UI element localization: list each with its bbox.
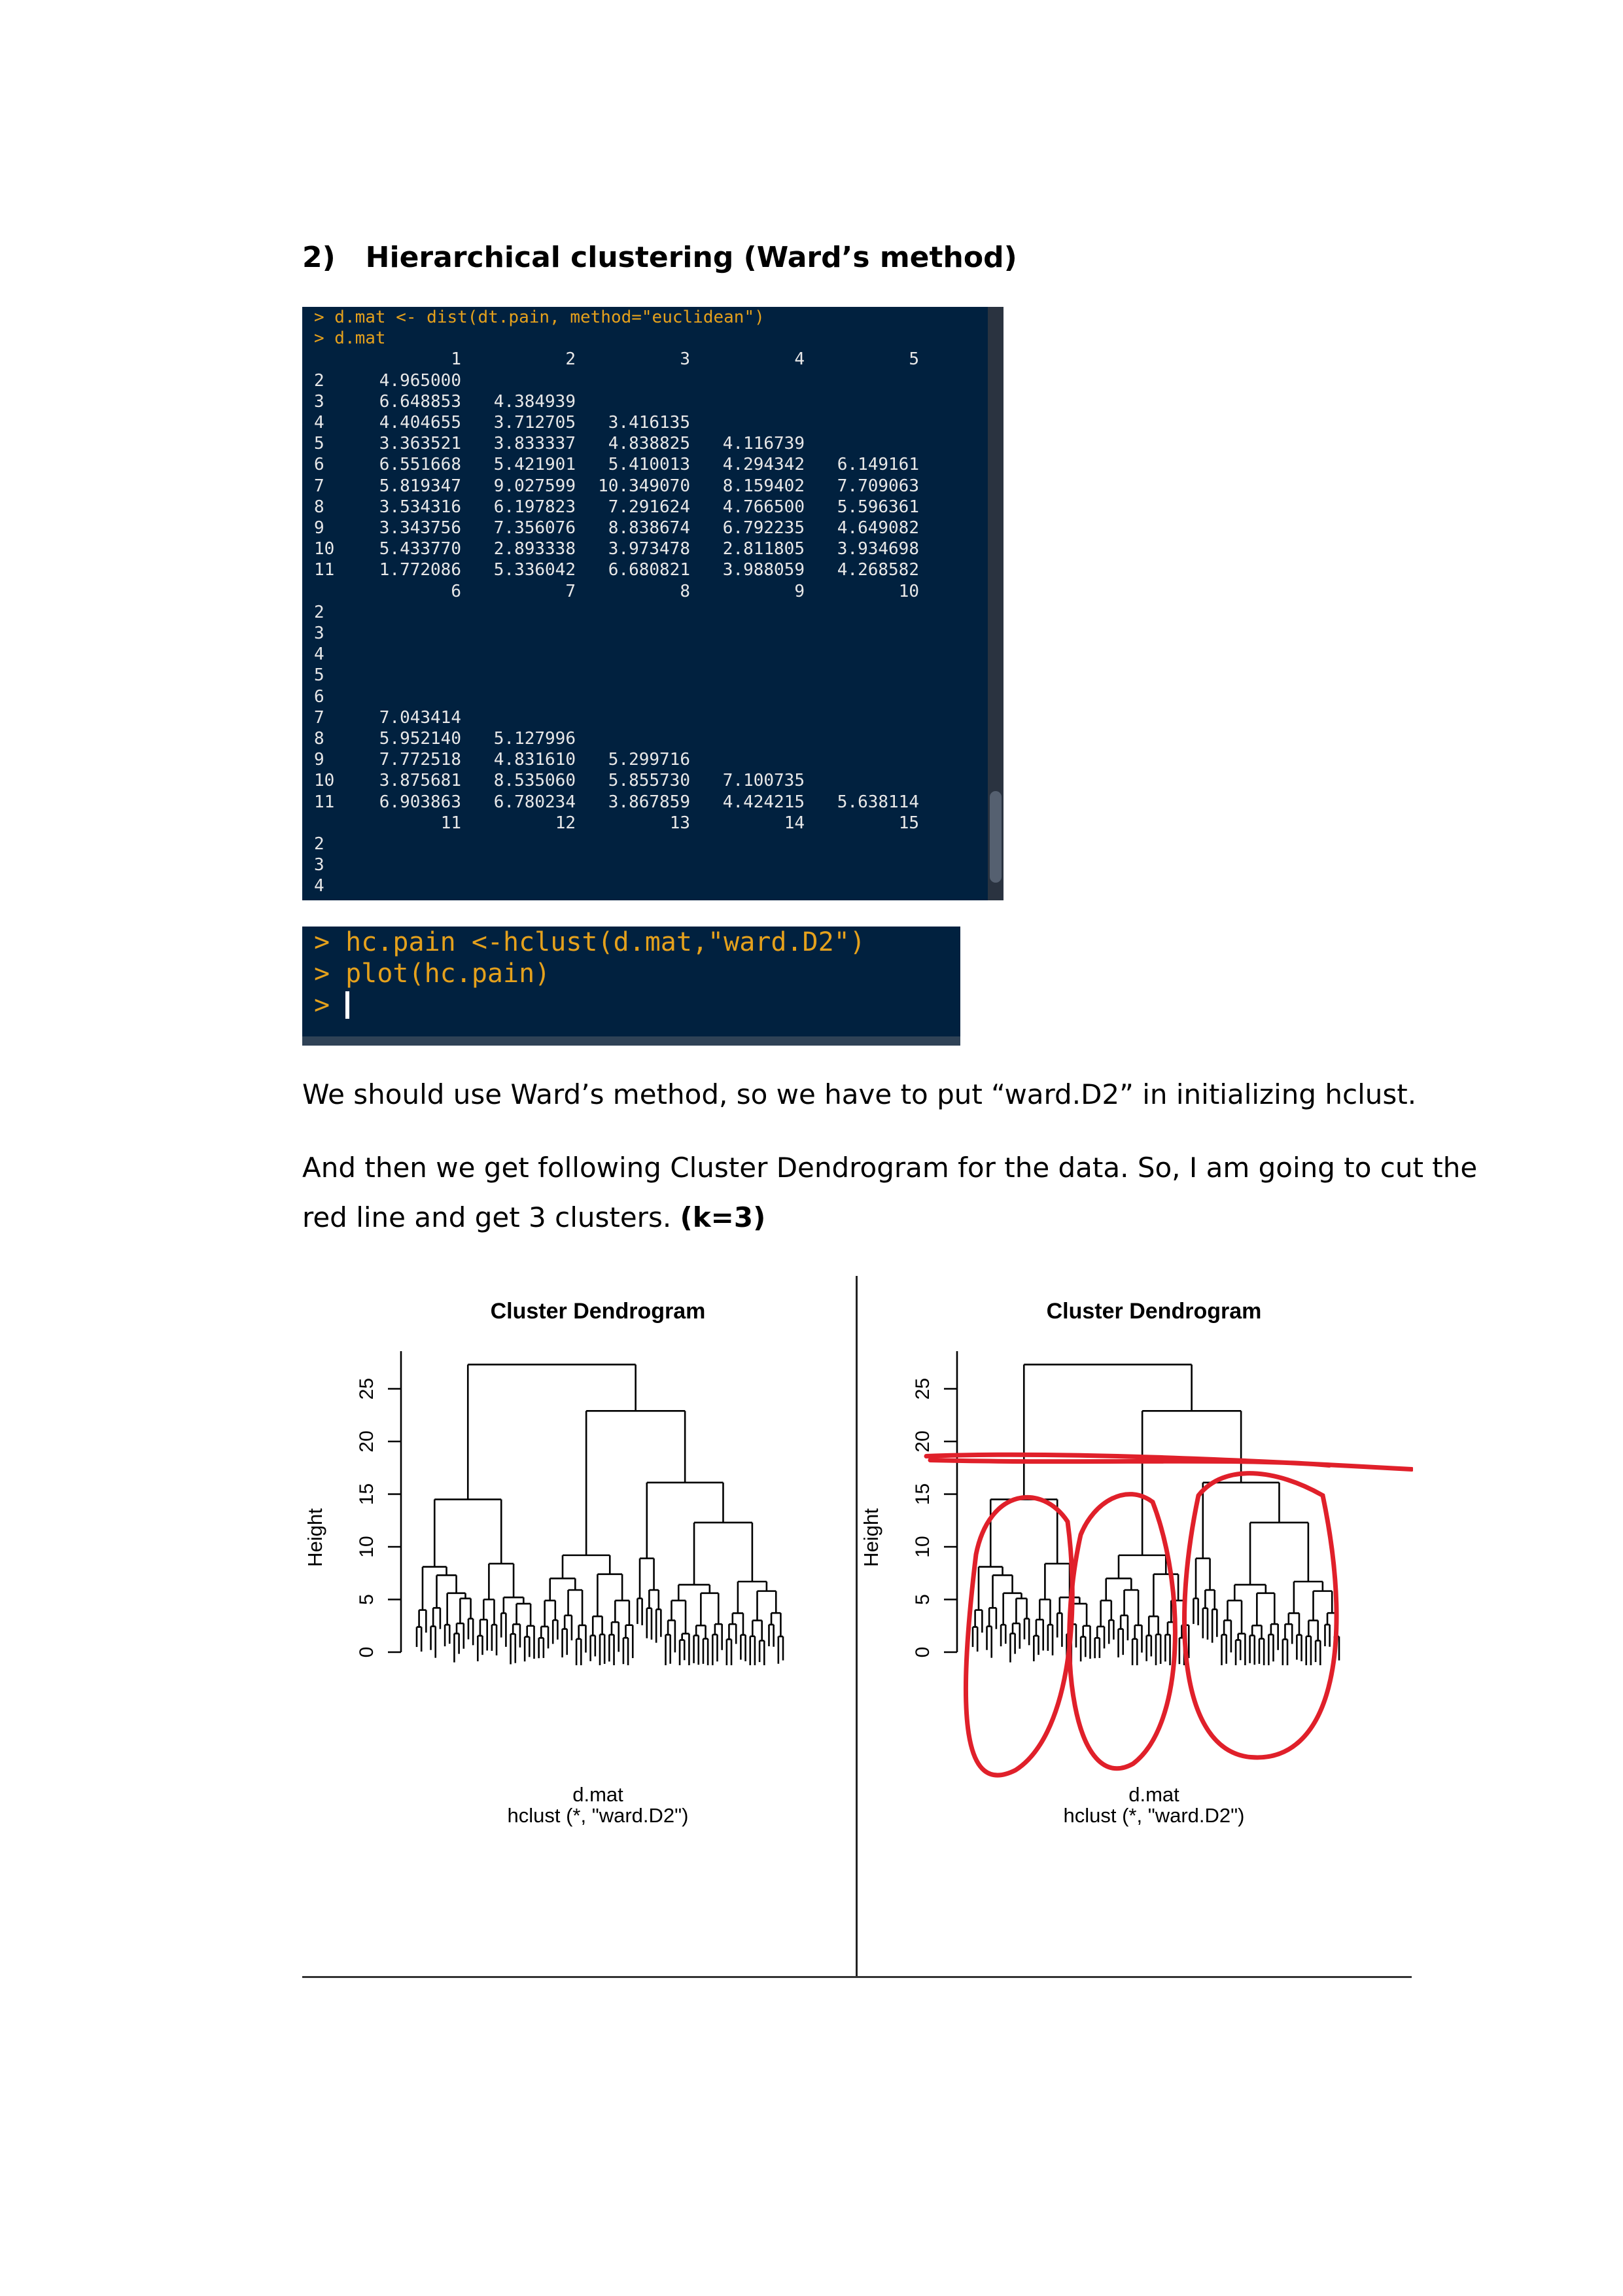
distance-value: [805, 623, 919, 644]
matrix-row: [314, 433, 1003, 454]
distance-value: [805, 644, 919, 665]
matrix-column-header: [314, 813, 1003, 834]
distance-value: 1.772086: [379, 560, 461, 580]
red-cut-line: [926, 1455, 1412, 1469]
distance-value: [805, 686, 919, 707]
y-tick-label: 10: [356, 1536, 377, 1558]
distance-value: 5.952140: [379, 729, 461, 749]
column-label: 1: [451, 349, 461, 370]
console-lines: [302, 307, 1003, 897]
chart-title: Cluster Dendrogram: [1046, 1299, 1262, 1324]
distance-value: [347, 855, 461, 875]
console-scrollbar-thumb[interactable]: [990, 791, 1002, 883]
y-tick-label: 25: [912, 1377, 934, 1400]
row-label: 5: [314, 665, 324, 686]
k-value: (k=3): [680, 1201, 766, 1233]
distance-value: [805, 433, 919, 454]
row-label: 4: [314, 645, 324, 665]
matrix-row: [314, 686, 1003, 707]
section-heading: 2) Hierarchical clustering (Ward’s method): [302, 241, 1017, 274]
console-command: > d.mat <- dist(dt.pain, method="euclidean"): [314, 308, 765, 327]
distance-value: [461, 370, 576, 391]
distance-value: 6.648853: [379, 391, 461, 412]
distance-value: [576, 370, 690, 391]
distance-value: 5.421901: [493, 455, 576, 475]
distance-value: [576, 602, 690, 623]
distance-value: [576, 834, 690, 855]
column-label: 10: [898, 581, 919, 601]
matrix-row: [314, 476, 1003, 497]
distance-value: [690, 728, 805, 749]
distance-value: 4.831610: [493, 750, 576, 770]
distance-value: [805, 602, 919, 623]
distance-value: [576, 707, 690, 728]
matrix-row: [314, 665, 1003, 686]
distance-value: 8.535060: [493, 771, 576, 791]
y-tick-label: 15: [912, 1483, 934, 1506]
dendrogram-plot-left: [302, 1279, 857, 1978]
distance-value: 3.712705: [493, 413, 576, 433]
y-tick-label: 15: [356, 1483, 377, 1506]
row-label: 6: [314, 686, 324, 707]
column-label: 3: [680, 349, 690, 370]
distance-value: 6.903863: [379, 792, 461, 812]
prompt-symbol: >: [314, 990, 346, 1020]
dendrogram-svg-left: [302, 1279, 857, 1978]
distance-value: [690, 370, 805, 391]
console-prompt[interactable]: [314, 989, 960, 1021]
matrix-row: [314, 539, 1003, 559]
distance-value: [576, 728, 690, 749]
row-label: 10: [314, 539, 335, 559]
distance-value: 10.349070: [598, 476, 690, 496]
distance-value: 2.893338: [493, 539, 576, 559]
row-label: 4: [314, 413, 324, 433]
distance-value: 3.934698: [837, 539, 919, 559]
distance-value: [805, 770, 919, 791]
distance-value: [576, 665, 690, 686]
distance-value: [805, 749, 919, 770]
y-tick-label: 20: [912, 1430, 934, 1453]
paragraph-text: red line and get 3 clusters.: [302, 1201, 680, 1233]
distance-value: 3.833337: [493, 434, 576, 454]
x-axis-label: d.mat: [1128, 1783, 1179, 1806]
matrix-row: [314, 855, 1003, 875]
y-axis-label: Height: [860, 1508, 882, 1567]
text-cursor: [345, 991, 349, 1019]
matrix-row: [314, 391, 1003, 412]
row-label: 11: [314, 792, 335, 812]
distance-value: [347, 834, 461, 855]
console-line-plot: > plot(hc.pain): [314, 959, 551, 989]
distance-value: [461, 623, 576, 644]
distance-value: 4.404655: [379, 413, 461, 433]
paragraph-ward-method: We should use Ward’s method, so we have to put “ward.D2” in initializing hclust.: [302, 1078, 1417, 1110]
console-line-hclust: > hc.pain <-hclust(d.mat,"ward.D2"): [314, 927, 865, 957]
distance-value: 6.792235: [722, 518, 805, 539]
distance-value: [461, 602, 576, 623]
matrix-row: [314, 454, 1003, 475]
distance-value: [461, 707, 576, 728]
distance-value: [461, 644, 576, 665]
distance-value: 7.772518: [379, 750, 461, 770]
column-label: 14: [784, 813, 805, 833]
distance-value: [805, 855, 919, 875]
distance-value: 6.197823: [493, 497, 576, 517]
distance-value: [690, 707, 805, 728]
distance-value: 5.596361: [837, 497, 919, 517]
matrix-row: [314, 728, 1003, 749]
y-tick-label: 20: [356, 1430, 377, 1453]
distance-value: 4.838825: [608, 434, 690, 454]
distance-value: [690, 855, 805, 875]
distance-value: 3.534316: [379, 497, 461, 517]
distance-value: 4.116739: [722, 434, 805, 454]
x-axis-label: d.mat: [572, 1783, 623, 1806]
column-label: 13: [669, 813, 690, 833]
distance-value: 5.433770: [379, 539, 461, 559]
matrix-row: [314, 770, 1003, 791]
distance-value: 5.299716: [608, 750, 690, 770]
row-label-spacer: [314, 813, 347, 834]
distance-value: [576, 623, 690, 644]
method-sublabel: hclust (*, "ward.D2"): [1063, 1804, 1245, 1827]
row-label: 2: [314, 602, 324, 622]
distance-value: [690, 749, 805, 770]
console-bottom-bar: [302, 1036, 960, 1046]
distance-value: [690, 686, 805, 707]
distance-value: [461, 686, 576, 707]
distance-value: [347, 686, 461, 707]
distance-value: 4.384939: [493, 391, 576, 412]
row-label: 6: [314, 455, 324, 475]
row-label: 9: [314, 518, 324, 539]
matrix-row: [314, 707, 1003, 728]
method-sublabel: hclust (*, "ward.D2"): [507, 1804, 689, 1827]
distance-value: 3.416135: [608, 413, 690, 433]
row-label: 4: [314, 876, 324, 896]
distance-value: 4.268582: [837, 560, 919, 580]
matrix-row: [314, 412, 1003, 433]
distance-value: 5.855730: [608, 771, 690, 791]
column-label: 15: [898, 813, 919, 833]
y-tick-label: 25: [356, 1377, 377, 1400]
distance-value: 8.838674: [608, 518, 690, 539]
column-label: 4: [794, 349, 805, 370]
distance-value: 3.363521: [379, 434, 461, 454]
distance-value: 3.875681: [379, 771, 461, 791]
distance-value: [805, 412, 919, 433]
column-label: 2: [565, 349, 576, 370]
distance-value: [690, 623, 805, 644]
distance-value: [461, 875, 576, 896]
distance-value: [576, 855, 690, 875]
distance-value: [805, 707, 919, 728]
figure-bottom-rule: [302, 1976, 1412, 1978]
distance-value: 3.988059: [722, 560, 805, 580]
row-label: 8: [314, 729, 324, 749]
column-label: 8: [680, 581, 690, 601]
column-label: 12: [555, 813, 576, 833]
y-tick-label: 5: [912, 1594, 934, 1605]
r-console-commands: [302, 927, 960, 1046]
distance-value: 5.819347: [379, 476, 461, 496]
row-label-spacer: [314, 581, 347, 602]
distance-value: [690, 834, 805, 855]
matrix-column-header: [314, 349, 1003, 370]
distance-value: [690, 391, 805, 412]
distance-value: 5.127996: [493, 729, 576, 749]
distance-value: [576, 391, 690, 412]
distance-value: [347, 623, 461, 644]
distance-value: [805, 370, 919, 391]
y-tick-label: 5: [356, 1594, 377, 1605]
row-label: 2: [314, 834, 324, 855]
distance-value: [690, 644, 805, 665]
distance-value: [805, 665, 919, 686]
y-tick-label: 0: [356, 1646, 377, 1658]
distance-value: 5.336042: [493, 560, 576, 580]
y-axis-label: Height: [304, 1508, 326, 1567]
distance-value: [805, 834, 919, 855]
distance-value: [690, 602, 805, 623]
distance-value: [690, 875, 805, 896]
distance-value: 7.291624: [608, 497, 690, 517]
distance-value: [347, 665, 461, 686]
distance-value: [576, 875, 690, 896]
distance-value: 4.649082: [837, 518, 919, 539]
r-console-output: [302, 307, 1003, 900]
matrix-row: [314, 559, 1003, 580]
distance-value: [347, 644, 461, 665]
distance-value: [690, 412, 805, 433]
distance-value: 5.638114: [837, 792, 919, 812]
distance-value: 7.100735: [722, 771, 805, 791]
distance-value: [576, 686, 690, 707]
matrix-column-header: [314, 581, 1003, 602]
row-label: 3: [314, 624, 324, 644]
distance-value: [805, 728, 919, 749]
distance-value: 6.680821: [608, 560, 690, 580]
distance-value: 9.027599: [493, 476, 576, 496]
row-label: 9: [314, 750, 324, 770]
distance-value: 6.149161: [837, 455, 919, 475]
distance-value: [461, 665, 576, 686]
distance-value: 3.343756: [379, 518, 461, 539]
distance-value: [576, 644, 690, 665]
row-label-spacer: [314, 349, 347, 370]
distance-value: 3.973478: [608, 539, 690, 559]
distance-value: 7.356076: [493, 518, 576, 539]
distance-value: 5.410013: [608, 455, 690, 475]
matrix-row: [314, 749, 1003, 770]
distance-value: [347, 875, 461, 896]
matrix-row: [314, 623, 1003, 644]
column-label: 7: [565, 581, 576, 601]
dendrogram-plot-right-annotated: [858, 1279, 1413, 1978]
distance-value: 6.780234: [493, 792, 576, 812]
y-tick-label: 10: [912, 1536, 934, 1558]
matrix-row: [314, 875, 1003, 896]
distance-value: 8.159402: [722, 476, 805, 496]
row-label: 7: [314, 476, 324, 496]
chart-title: Cluster Dendrogram: [490, 1299, 706, 1324]
paragraph-dendrogram-line1: And then we get following Cluster Dendrogram for the data. So, I am going to cut the: [302, 1152, 1478, 1184]
distance-value: [805, 875, 919, 896]
distance-value: 7.709063: [837, 476, 919, 496]
row-label: 7: [314, 707, 324, 728]
distance-value: [690, 665, 805, 686]
matrix-row: [314, 644, 1003, 665]
column-label: 6: [451, 581, 461, 601]
distance-value: 3.867859: [608, 792, 690, 812]
matrix-row: [314, 834, 1003, 855]
row-label: 3: [314, 855, 324, 875]
panel-divider: [856, 1276, 858, 1978]
paragraph-dendrogram-line2: [302, 1201, 765, 1233]
column-label: 5: [909, 349, 919, 370]
dendrogram-svg-right: [858, 1279, 1413, 1978]
y-tick-label: 0: [912, 1646, 934, 1658]
distance-value: 4.766500: [722, 497, 805, 517]
matrix-row: [314, 792, 1003, 813]
row-label: 8: [314, 497, 324, 517]
column-label: 11: [440, 813, 461, 833]
matrix-row: [314, 370, 1003, 391]
row-label: 3: [314, 391, 324, 412]
distance-value: [461, 855, 576, 875]
matrix-row: [314, 518, 1003, 539]
distance-value: 6.551668: [379, 455, 461, 475]
row-label: 10: [314, 771, 335, 791]
distance-value: 4.965000: [379, 370, 461, 391]
distance-value: 4.294342: [722, 455, 805, 475]
distance-value: [461, 834, 576, 855]
distance-value: 4.424215: [722, 792, 805, 812]
matrix-row: [314, 497, 1003, 518]
row-label: 2: [314, 370, 324, 391]
distance-value: 7.043414: [379, 707, 461, 728]
distance-value: [805, 391, 919, 412]
matrix-row: [314, 602, 1003, 623]
row-label: 11: [314, 560, 335, 580]
row-label: 5: [314, 434, 324, 454]
column-label: 9: [794, 581, 805, 601]
distance-value: [347, 602, 461, 623]
console-command: > d.mat: [314, 328, 386, 349]
distance-value: 2.811805: [722, 539, 805, 559]
